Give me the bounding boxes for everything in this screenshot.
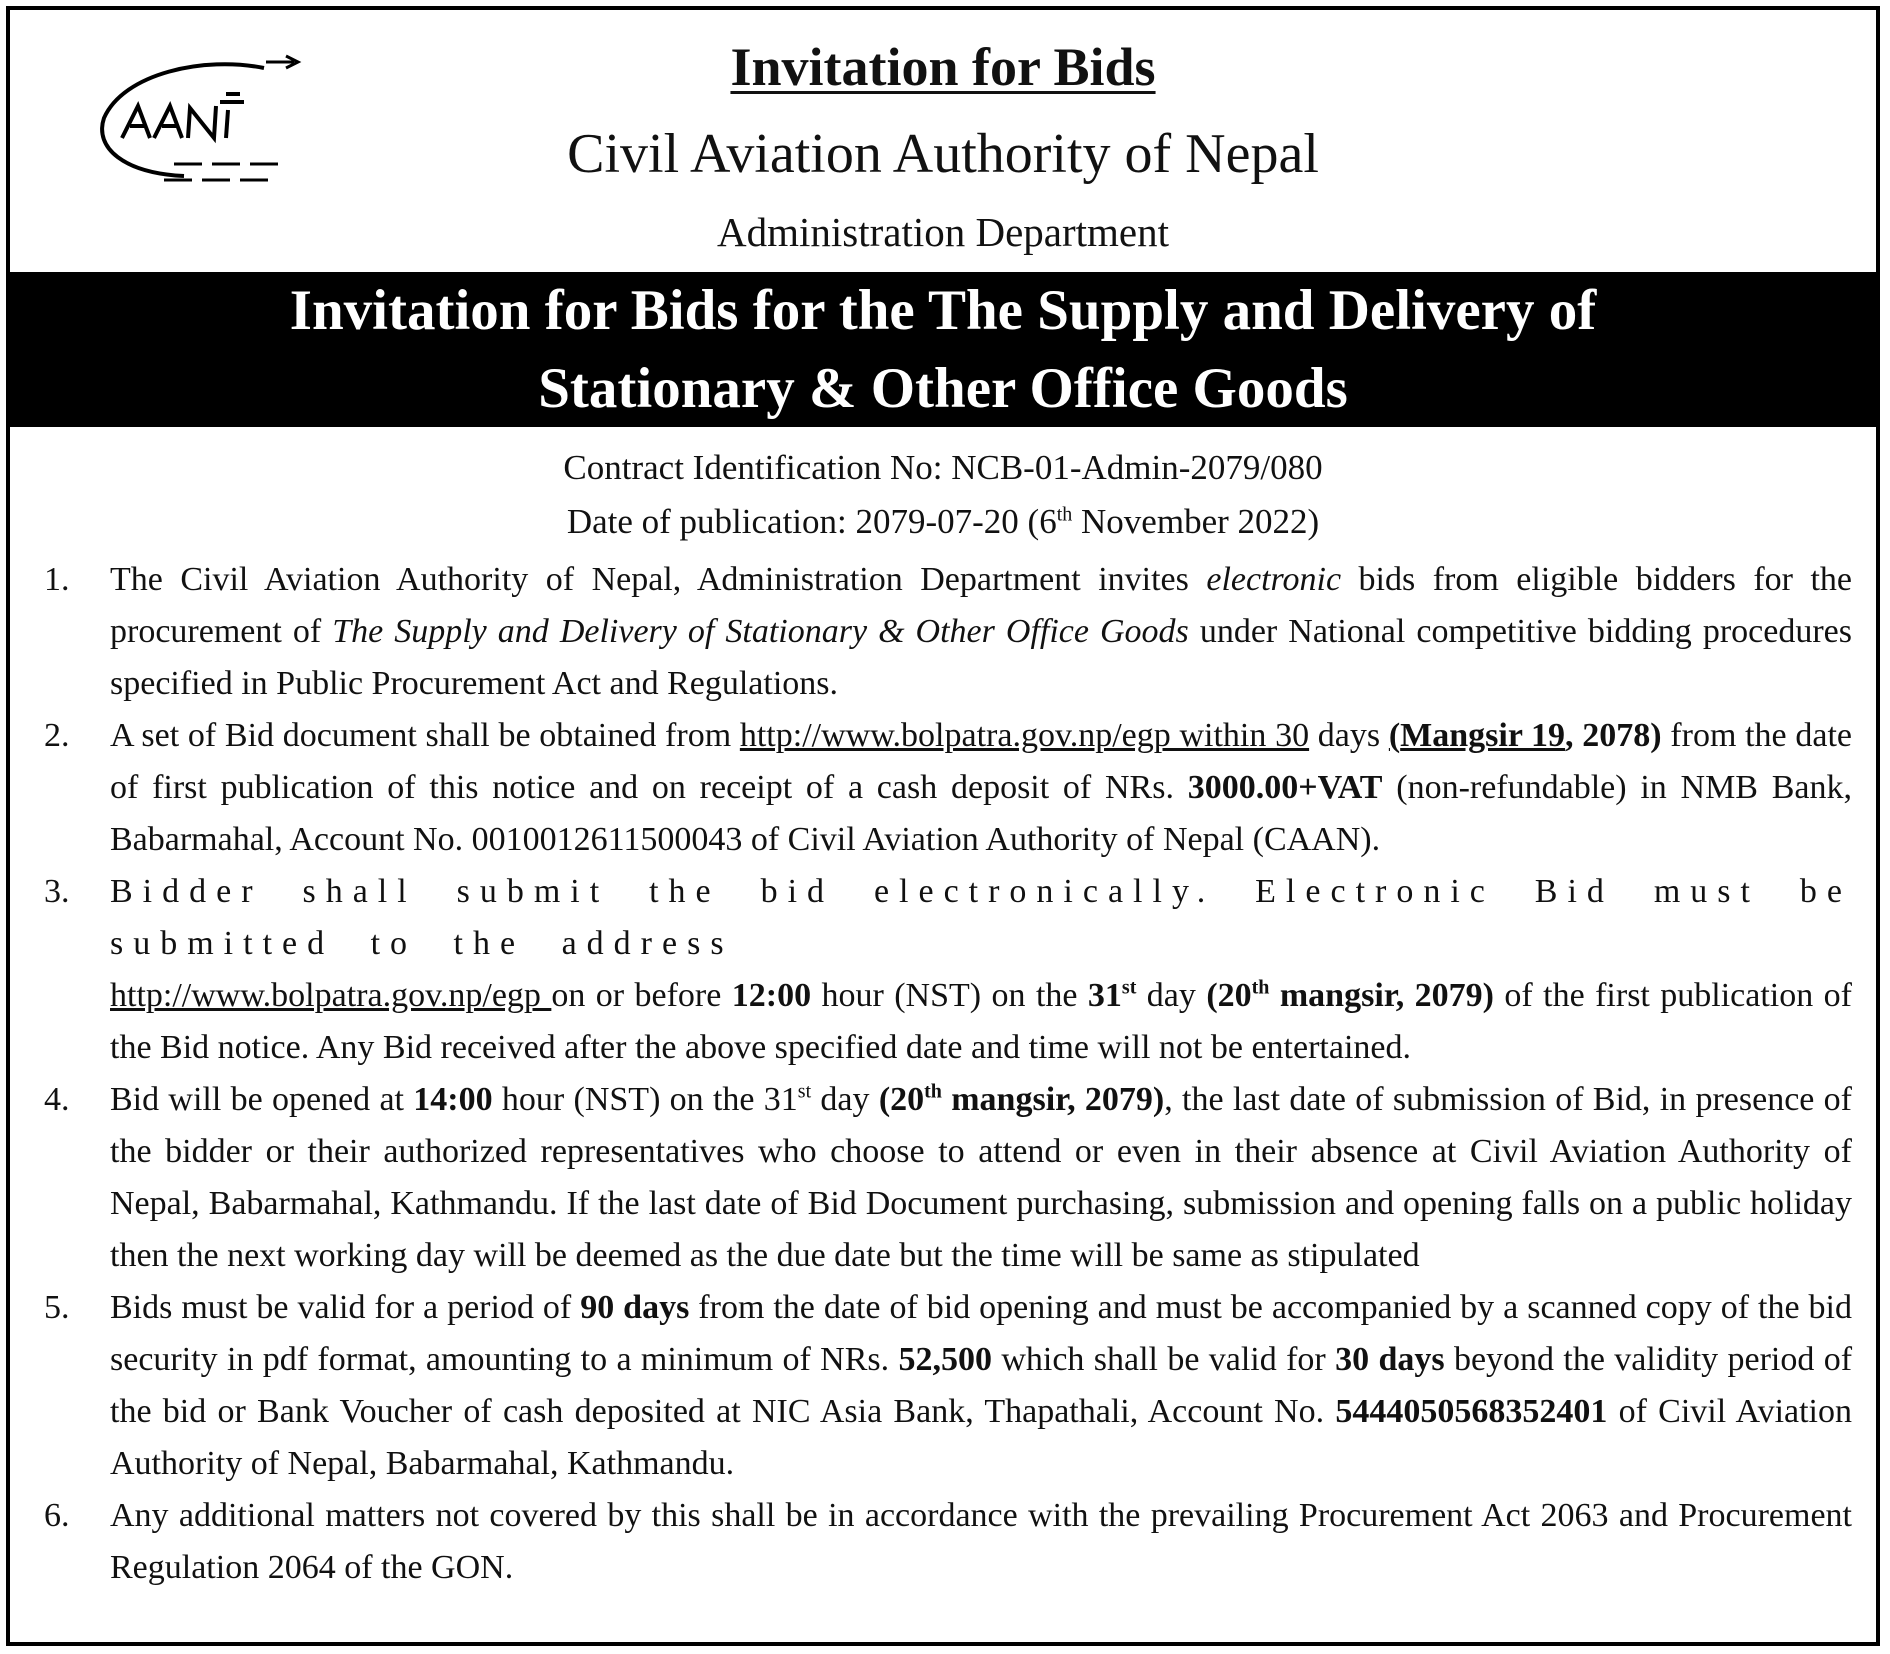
notice-frame bbox=[6, 6, 1880, 1646]
clause-number: 5. bbox=[44, 1289, 70, 1326]
bolpatra-link[interactable]: http://www.bolpatra.gov.np/egp within 30 bbox=[739, 717, 1310, 754]
clause-number: 3. bbox=[44, 873, 70, 910]
banner-line-2: Stationary & Other Office Goods bbox=[538, 357, 1348, 420]
banner-line-1: Invitation for Bids for the The Supply and Delivery of bbox=[289, 279, 1597, 342]
publication-date: Date of publication: 2079-07-20 (6th November 2022) bbox=[566, 502, 1320, 541]
organization-name: Civil Aviation Authority of Nepal bbox=[567, 123, 1319, 185]
clause-1: 1. The Civil Aviation Authority of Nepal, Administration Department invites electronic bids from eligible bidders for the procurement of The Supply and Delivery of Stationary & Other Office Goods under National competitive bidding procedures specified in Public Procurement Act and Regulations. bbox=[32, 554, 1852, 710]
clause-3: 3. Bidder shall submit the bid electronically. Electronic Bid must be submitted to the address http://www.bolpatra.gov.np/egp on or before 12:00 hour (NST) on the 31st day (20th mangsir, 2079) of the first publication of the Bid notice. Any Bid received after the above specified date and time will not be entertained. bbox=[32, 866, 1852, 1074]
clause-number: 2. bbox=[44, 717, 70, 754]
clause-list bbox=[32, 554, 1852, 1594]
bolpatra-link-2[interactable]: http://www.bolpatra.gov.np/egp bbox=[110, 977, 552, 1014]
clause-number: 1. bbox=[44, 561, 70, 598]
clause-2: 2. A set of Bid document shall be obtained from http://www.bolpatra.gov.np/egp within 30 days (Mangsir 19, 2078) from the date of first publication of this notice and on receipt of a cash deposit of NRs. 3000.00+VAT (non-refundable) in NMB Bank, Babarmahal, Account No. 0010012611500043 of Civil Aviation Authority of Nepal (CAAN). bbox=[32, 710, 1852, 866]
clause-6: 6. Any additional matters not covered by this shall be in accordance with the prevailing Procurement Act 2063 and Procurement Regulation 2064 of the GON. bbox=[32, 1490, 1852, 1594]
clause-number: 6. bbox=[44, 1497, 70, 1534]
clause-4: 4. Bid will be opened at 14:00 hour (NST) on the 31st day (20th mangsir, 2079), the last date of submission of Bid, in presence of the bidder or their authorized representatives who choose to attend or even in their absence at Civil Aviation Authority of Nepal, Babarmahal, Kathmandu. If the last date of Bid Document purchasing, submission and opening falls on a public holiday then the next working day will be deemed as the due date but the time will be same as stipulated bbox=[32, 1074, 1852, 1282]
clause-5: 5. Bids must be valid for a period of 90 days from the date of bid opening and must be accompanied by a scanned copy of the bid security in pdf format, amounting to a minimum of NRs. 52,500 which shall be valid for 30 days beyond the validity period of the bid or Bank Voucher of cash deposited at NIC Asia Bank, Thapathali, Account No. 5444050568352401 of Civil Aviation Authority of Nepal, Babarmahal, Kathmandu. bbox=[32, 1282, 1852, 1490]
headline-banner bbox=[10, 272, 1876, 427]
contract-id: Contract Identification No: NCB-01-Admin-2079/080 bbox=[563, 448, 1323, 487]
clause-number: 4. bbox=[44, 1081, 70, 1118]
notice-title: Invitation for Bids bbox=[730, 37, 1156, 97]
department-name: Administration Department bbox=[716, 209, 1170, 255]
